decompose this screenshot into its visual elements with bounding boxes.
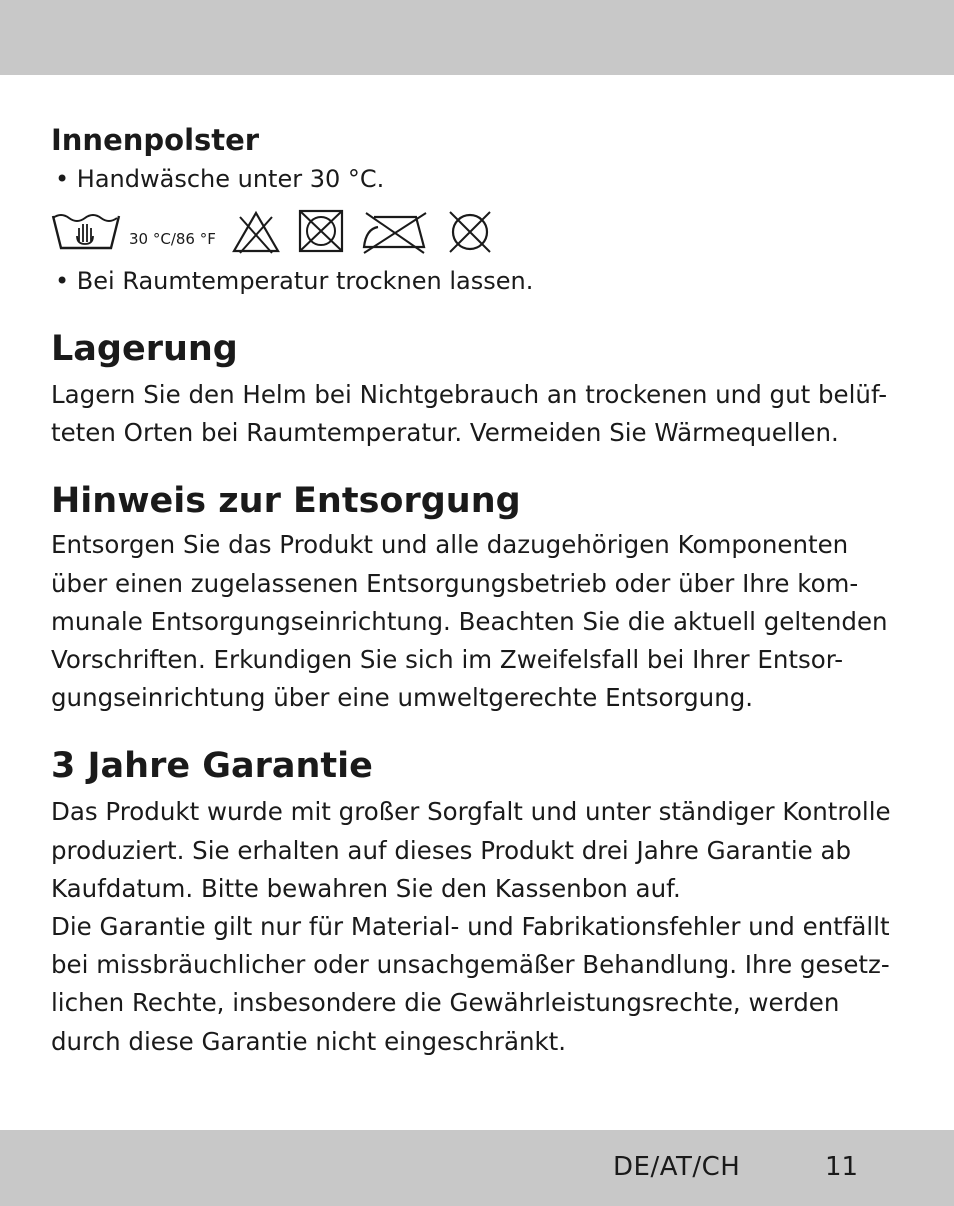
bullet-dry-room-temp: • Bei Raumtemperatur trocknen lassen.	[55, 267, 534, 295]
paragraph-entsorgung: Entsorgen Sie das Produkt und alle dazugehörigen Komponenten über einen zugelassenen Entsorgungsbetrieb oder über Ihre kom- munale Entsorgungseinrichtung. Beachten Sie die aktuell geltenden Vorschriften. Erkundigen Sie sich im Zweifelsfall bei Ihrer Entsor- gungseinrichtung über eine umweltgerechte Entsorgung.	[51, 530, 888, 713]
paragraph-lagerung: Lagern Sie den Helm bei Nichtgebrauch an trockenen und gut belüf- teten Orten bei Raumtemperatur. Vermeiden Sie Wärmequellen.	[51, 380, 888, 448]
page-content	[51, 120, 901, 1061]
header-band	[0, 0, 954, 75]
wash-temperature-label: 30 °C/86 °F	[129, 230, 216, 248]
footer-band	[0, 1130, 954, 1206]
section-title-garantie: 3 Jahre Garantie	[51, 746, 373, 787]
page-number: 11	[825, 1152, 859, 1182]
paragraph-garantie: Das Produkt wurde mit großer Sorgfalt und unter ständiger Kontrolle produziert. Sie erhalten auf dieses Produkt drei Jahre Garantie ab Kaufdatum. Bitte bewahren Sie den Kassenbon auf. Die Garantie gilt nur für Material- und Fabrikationsfehler und entfällt bei missbräuchlicher oder unsachgemäßer Behandlung. Ihre gesetz- lichen Rechte, insbesondere die Gewährleistungsrechte, werden durch diese Garantie nicht eingeschränkt.	[51, 797, 891, 1056]
no-tumble-dry-icon	[296, 209, 346, 255]
no-bleach-icon	[230, 209, 282, 255]
section-title-innenpolster: Innenpolster	[51, 123, 260, 157]
no-iron-icon	[360, 209, 430, 255]
section-title-entsorgung: Hinweis zur Entsorgung	[51, 481, 521, 522]
care-symbols	[51, 206, 901, 258]
section-title-lagerung: Lagerung	[51, 329, 238, 369]
no-dry-clean-icon	[444, 209, 496, 255]
footer-region-label: DE/AT/CH	[613, 1152, 741, 1182]
bullet-handwash: • Handwäsche unter 30 °C.	[55, 165, 385, 193]
hand-wash-icon	[51, 210, 121, 254]
